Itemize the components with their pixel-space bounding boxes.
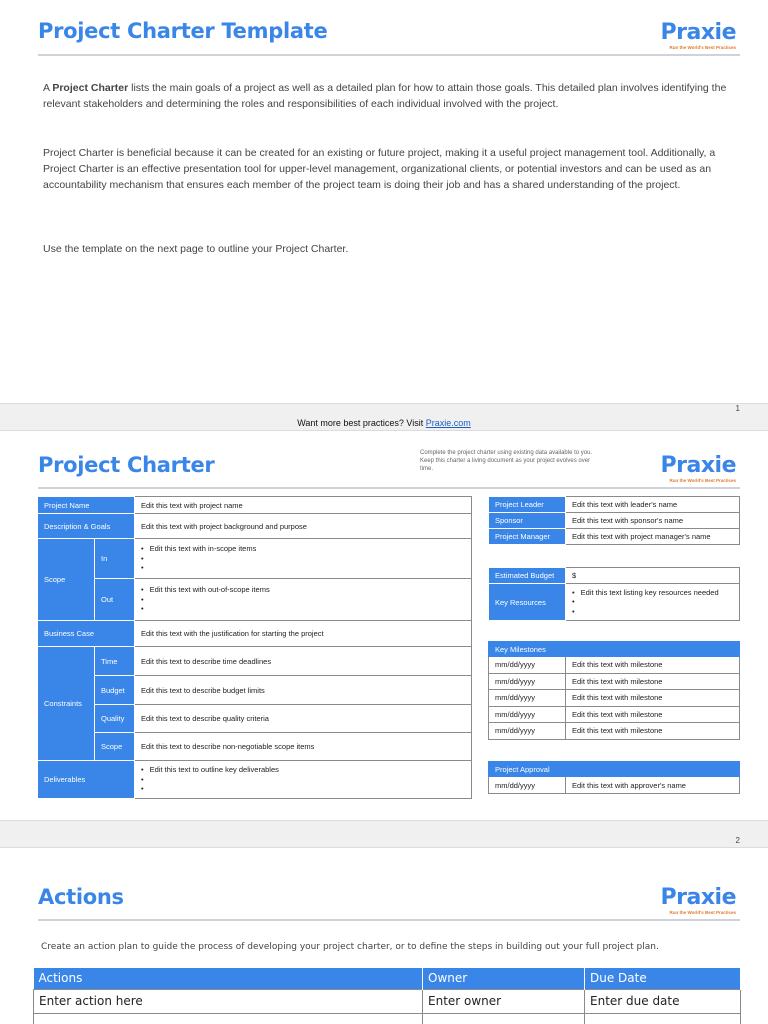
quality-field[interactable]: Edit this text to describe quality criteria — [135, 705, 472, 733]
intro-paragraph — [43, 80, 733, 112]
manager-field[interactable]: Edit this text with project manager's name — [566, 529, 740, 545]
logo-tagline: Run the World's Best Practices — [669, 478, 736, 483]
scope-constraint-label: Scope — [95, 733, 135, 761]
owner-cell[interactable] — [423, 1013, 585, 1024]
title-rule — [38, 919, 740, 921]
milestone-date[interactable]: mm/dd/yyyy — [489, 723, 566, 740]
leader-label: Project Leader — [489, 497, 566, 513]
deliverables-label: Deliverables — [38, 761, 135, 799]
praxie-logo — [660, 455, 736, 483]
key-resources-label: Key Resources — [489, 584, 566, 621]
intro-prefix: A — [43, 82, 53, 94]
project-name-label: Project Name — [38, 497, 135, 514]
in-scope-item: • Edit this text with in-scope items — [141, 544, 465, 554]
praxie-logo — [660, 22, 736, 50]
intro-rest: lists the main goals of a project as well as a detailed plan for how to attain those goals. This detailed plan involves identifying the relevant stakeholders and determining the roles and responsibilities of each individual involved with the project. — [43, 82, 727, 110]
time-field[interactable]: Edit this text to describe time deadlines — [135, 647, 472, 676]
milestone-date[interactable]: mm/dd/yyyy — [489, 657, 566, 674]
milestone-date[interactable]: mm/dd/yyyy — [489, 673, 566, 690]
quality-label: Quality — [95, 705, 135, 733]
milestones-header: Key Milestones — [489, 642, 740, 657]
bullet-empty — [572, 607, 733, 617]
milestone-field[interactable]: Edit this text with milestone — [566, 723, 740, 740]
actions-title: Actions — [38, 885, 124, 909]
in-scope-field[interactable] — [135, 539, 472, 579]
budget-field[interactable]: Edit this text to describe budget limits — [135, 676, 472, 705]
bullet-empty — [572, 597, 733, 607]
leader-field[interactable]: Edit this text with leader's name — [566, 497, 740, 513]
scope-label: Scope — [38, 539, 95, 621]
title-rule — [38, 487, 740, 489]
charter-main-table — [37, 496, 472, 799]
out-scope-item: • Edit this text with out-of-scope items — [141, 585, 465, 595]
people-table — [488, 496, 740, 545]
budget-table — [488, 567, 740, 621]
page-gap — [0, 820, 768, 848]
bullet-empty — [141, 554, 465, 564]
footer — [0, 418, 768, 428]
approval-date[interactable]: mm/dd/yyyy — [489, 777, 566, 794]
bullet-empty — [141, 775, 465, 785]
approval-header: Project Approval — [489, 762, 740, 777]
bullet-empty — [141, 604, 465, 614]
logo-tagline: Run the World's Best Practices — [669, 910, 736, 915]
due-date-cell[interactable]: Enter due date — [585, 989, 741, 1013]
praxie-logo — [660, 887, 736, 915]
business-case-field[interactable]: Edit this text with the justification for starting the project — [135, 621, 472, 647]
logo-name: Praxie — [660, 20, 736, 45]
estimated-budget-label: Estimated Budget — [489, 568, 566, 584]
page-1 — [0, 0, 768, 404]
manager-label: Project Manager — [489, 529, 566, 545]
logo-tagline: Run the World's Best Practices — [669, 45, 736, 50]
intro-bold: Project Charter — [52, 82, 129, 94]
due-date-column-header: Due Date — [585, 968, 741, 989]
owner-cell[interactable]: Enter owner — [423, 989, 585, 1013]
milestone-field[interactable]: Edit this text with milestone — [566, 657, 740, 674]
logo-name: Praxie — [660, 885, 736, 910]
page-title: Project Charter Template — [38, 19, 328, 43]
benefit-paragraph: Project Charter is beneficial because it can be created for an existing or future project, making it a useful project management tool. Additionally, a Project Charter is an effective presentation tool for upper-level management, organizational clients, or potential investors and can be used as an accountability mechanism that ensures each member of the project team is doing their job and has a shared understanding of the project. — [43, 147, 716, 191]
milestone-date[interactable]: mm/dd/yyyy — [489, 690, 566, 707]
key-resources-field[interactable] — [566, 584, 740, 621]
sponsor-label: Sponsor — [489, 513, 566, 529]
charter-title: Project Charter — [38, 453, 215, 477]
milestone-date[interactable]: mm/dd/yyyy — [489, 706, 566, 723]
budget-label: Budget — [95, 676, 135, 705]
due-date-cell[interactable] — [585, 1013, 741, 1024]
approval-table — [488, 761, 740, 794]
milestone-field[interactable]: Edit this text with milestone — [566, 690, 740, 707]
actions-column-header: Actions — [34, 968, 423, 989]
title-rule — [38, 54, 740, 56]
page-number: 1 — [735, 404, 740, 413]
project-name-field[interactable]: Edit this text with project name — [135, 497, 472, 514]
deliverables-item: • Edit this text to outline key deliverables — [141, 765, 465, 775]
deliverables-field[interactable] — [135, 761, 472, 799]
action-cell[interactable] — [34, 1013, 423, 1024]
business-case-label: Business Case — [38, 621, 135, 647]
praxie-link[interactable]: Praxie.com — [425, 418, 471, 428]
description-label: Description & Goals — [38, 514, 135, 539]
sponsor-field[interactable]: Edit this text with sponsor's name — [566, 513, 740, 529]
owner-column-header: Owner — [423, 968, 585, 989]
resources-item: • Edit this text listing key resources needed — [572, 588, 733, 598]
out-scope-label: Out — [95, 579, 135, 621]
description-field[interactable]: Edit this text with project background and purpose — [135, 514, 472, 539]
scope-constraint-field[interactable]: Edit this text to describe non-negotiable scope items — [135, 733, 472, 761]
time-label: Time — [95, 647, 135, 676]
charter-note: Complete the project charter using existing data available to you. Keep this charter a living document as your project evolves over time. — [420, 450, 593, 472]
actions-table — [33, 968, 741, 1024]
in-scope-label: In — [95, 539, 135, 579]
logo-name: Praxie — [660, 453, 736, 478]
bullet-empty — [141, 595, 465, 605]
out-scope-field[interactable] — [135, 579, 472, 621]
milestone-field[interactable]: Edit this text with milestone — [566, 706, 740, 723]
action-cell[interactable]: Enter action here — [34, 989, 423, 1013]
constraints-label: Constraints — [38, 647, 95, 761]
estimated-budget-field[interactable]: $ — [566, 568, 740, 584]
instruction-paragraph: Use the template on the next page to outline your Project Charter. — [43, 243, 349, 255]
actions-intro: Create an action plan to guide the process of developing your project charter, or to define the steps in building out your full project plan. — [41, 942, 659, 952]
bullet-empty — [141, 563, 465, 573]
approval-field[interactable]: Edit this text with approver's name — [566, 777, 740, 794]
milestone-field[interactable]: Edit this text with milestone — [566, 673, 740, 690]
footer-text: Want more best practices? Visit — [297, 418, 426, 428]
page-number: 2 — [735, 836, 740, 845]
bullet-empty — [141, 784, 465, 794]
milestones-table — [488, 641, 740, 740]
